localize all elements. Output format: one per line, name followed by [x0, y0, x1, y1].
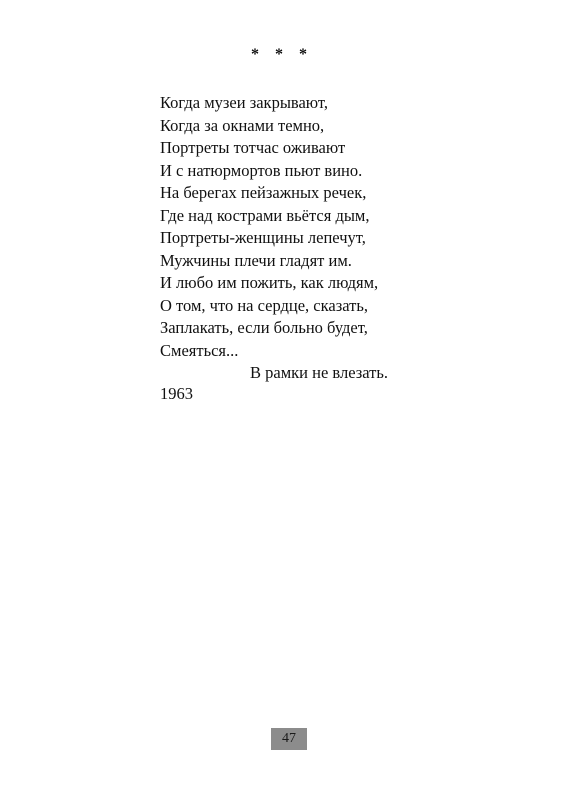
poem-line: О том, что на сердце, сказать,: [160, 295, 368, 315]
poem-line: Портреты-женщины лепечут,: [160, 228, 366, 247]
poem-line: Смеяться...: [160, 340, 239, 360]
poem-line: И с натюрмортов пьют вино.: [160, 160, 363, 180]
poem-line: На берегах пейзажных речек,: [160, 183, 367, 202]
poem-line: Где над кострами вьётся дым,: [160, 205, 370, 225]
poem-year: 1963: [160, 384, 193, 403]
poem-line: Когда за окнами темно,: [160, 115, 325, 135]
poem-line: И любо им пожить, как людям,: [160, 273, 379, 292]
poem-line: Заплакать, если больно будет,: [160, 318, 368, 337]
poem-body: [160, 92, 520, 385]
poem-line: Портреты тотчас оживают: [160, 138, 346, 157]
poem-line: Мужчины плечи гладят им.: [160, 250, 352, 270]
section-mark: * * *: [251, 46, 313, 63]
page-number: 47: [271, 728, 307, 750]
poem-line-indented: В рамки не влезать.: [250, 363, 389, 382]
poem-line: Когда музеи закрывают,: [160, 93, 329, 112]
